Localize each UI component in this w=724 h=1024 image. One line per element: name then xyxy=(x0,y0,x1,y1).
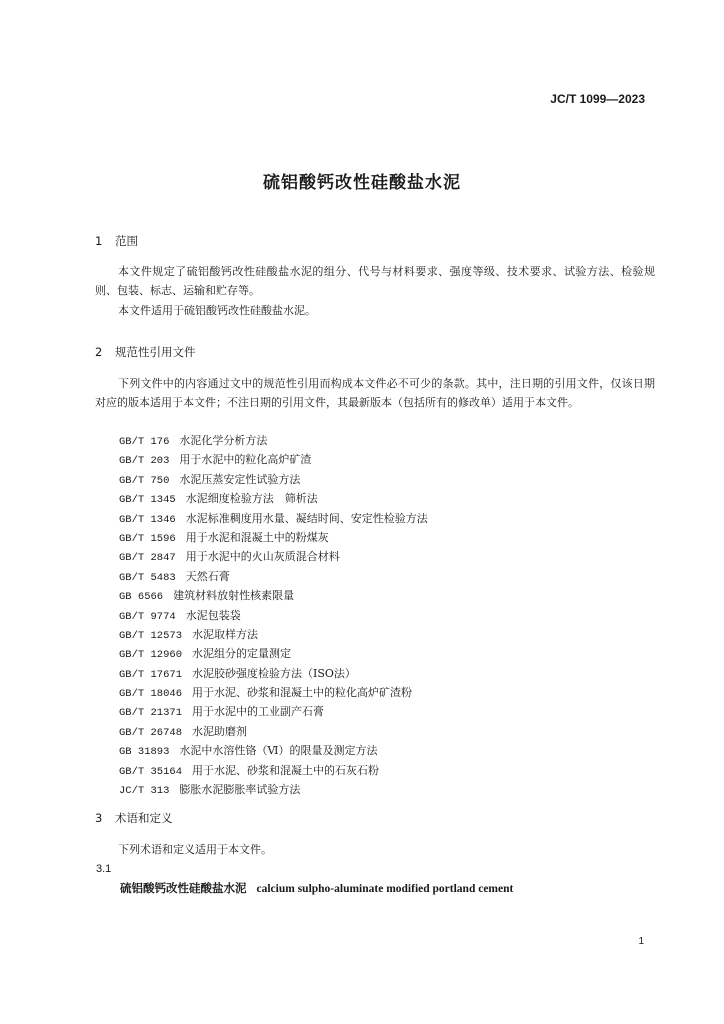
reference-code: GB/T 12960 xyxy=(119,649,183,662)
section-3-number: 3 xyxy=(95,811,103,825)
reference-name: 水泥包装袋 xyxy=(185,608,241,622)
reference-name: 建筑材料放射性核素限量 xyxy=(173,589,295,603)
term-english: calcium sulpho-aluminate modified portland cement xyxy=(256,883,514,895)
reference-list xyxy=(119,432,428,800)
reference-code: JC/T 313 xyxy=(119,785,170,798)
reference-item xyxy=(119,645,428,664)
reference-item xyxy=(119,607,428,626)
reference-name: 水泥助磨剂 xyxy=(192,724,248,738)
reference-item xyxy=(119,490,428,509)
section-2-title: 规范性引用文件 xyxy=(115,345,196,359)
reference-code: GB/T 176 xyxy=(119,436,170,448)
reference-code: GB/T 26748 xyxy=(119,726,183,739)
standard-code: JC/T 1099—2023 xyxy=(550,92,645,106)
reference-name: 水泥标准稠度用水量、凝结时间、安定性检验方法 xyxy=(185,511,428,525)
reference-code: GB/T 21371 xyxy=(119,707,183,720)
reference-code: GB/T 18046 xyxy=(119,688,183,701)
section-3-title: 术语和定义 xyxy=(115,811,173,825)
section-1-heading xyxy=(95,233,138,249)
reference-item xyxy=(119,723,428,742)
reference-name: 膨胀水泥膨胀率试验方法 xyxy=(179,783,301,797)
reference-name: 水泥细度检验方法 筛析法 xyxy=(185,492,318,506)
reference-code: GB/T 17671 xyxy=(119,668,183,681)
reference-item xyxy=(119,742,428,761)
term-chinese: 硫铝酸钙改性硅酸盐水泥 xyxy=(120,881,247,895)
reference-name: 水泥胶砂强度检验方法（ISO法） xyxy=(192,666,356,680)
section-1-paragraph-1: 本文件规定了硫铝酸钙改性硅酸盐水泥的组分、代号与材料要求、强度等级、技术要求、试验方法、检验规则、包装、标志、运输和贮存等。 xyxy=(95,265,655,297)
reference-code: GB 31893 xyxy=(119,746,170,759)
reference-item xyxy=(119,665,428,684)
reference-code: GB 6566 xyxy=(119,591,164,604)
reference-code: GB/T 750 xyxy=(119,474,170,487)
reference-code: GB/T 2847 xyxy=(119,552,176,565)
reference-item xyxy=(119,626,428,645)
reference-item xyxy=(119,451,428,470)
reference-code: GB/T 9774 xyxy=(119,610,176,623)
reference-name: 水泥组分的定量测定 xyxy=(192,647,292,661)
reference-name: 用于水泥、砂浆和混凝土中的粒化高炉矿渣粉 xyxy=(192,686,413,700)
reference-code: GB/T 12573 xyxy=(119,629,183,642)
document-title: 硫铝酸钙改性硅酸盐水泥 xyxy=(263,173,461,193)
reference-item xyxy=(119,587,428,606)
reference-item xyxy=(119,510,428,529)
section-2-number: 2 xyxy=(95,345,103,359)
reference-name: 天然石膏 xyxy=(185,569,230,583)
reference-item xyxy=(119,568,428,587)
reference-code: GB/T 1596 xyxy=(119,532,176,545)
section-2-intro: 下列文件中的内容通过文中的规范性引用而构成本文件必不可少的条款。其中，注日期的引用文件，仅该日期对应的版本适用于本文件；不注日期的引用文件，其最新版本（包括所有的修改单）适用于本文件。 xyxy=(95,377,655,409)
reference-name: 用于水泥和混凝土中的粉煤灰 xyxy=(185,530,329,544)
reference-code: GB/T 1345 xyxy=(119,494,176,507)
reference-name: 水泥化学分析方法 xyxy=(179,434,268,447)
section-3-heading xyxy=(95,810,173,826)
reference-name: 用于水泥中的工业副产石膏 xyxy=(192,705,325,719)
term-number: 3.1 xyxy=(96,863,112,875)
reference-code: GB/T 203 xyxy=(119,455,170,468)
section-1-number: 1 xyxy=(95,234,103,248)
reference-name: 用于水泥、砂浆和混凝土中的石灰石粉 xyxy=(192,763,380,777)
reference-item xyxy=(119,432,428,451)
reference-name: 用于水泥中的粒化高炉矿渣 xyxy=(179,453,312,467)
reference-item xyxy=(119,703,428,722)
reference-item xyxy=(119,684,428,703)
reference-name: 用于水泥中的火山灰质混合材料 xyxy=(185,550,340,564)
reference-name: 水泥取样方法 xyxy=(192,627,259,641)
reference-code: GB/T 1346 xyxy=(119,513,176,526)
page-number: 1 xyxy=(638,936,644,947)
section-3-intro: 下列术语和定义适用于本文件。 xyxy=(118,843,272,856)
section-1-title: 范围 xyxy=(115,234,138,248)
reference-code: GB/T 5483 xyxy=(119,571,176,584)
reference-item xyxy=(119,762,428,781)
reference-item xyxy=(119,548,428,567)
section-1-paragraph-2: 本文件适用于硫铝酸钙改性硅酸盐水泥。 xyxy=(118,304,316,317)
reference-item xyxy=(119,471,428,490)
reference-item xyxy=(119,529,428,548)
reference-name: 水泥压蒸安定性试验方法 xyxy=(179,472,301,486)
reference-item xyxy=(119,781,428,800)
reference-code: GB/T 35164 xyxy=(119,765,183,778)
section-2-heading xyxy=(95,344,196,360)
reference-name: 水泥中水溶性铬（Ⅵ）的限量及测定方法 xyxy=(179,744,378,758)
term-entry xyxy=(120,880,513,896)
